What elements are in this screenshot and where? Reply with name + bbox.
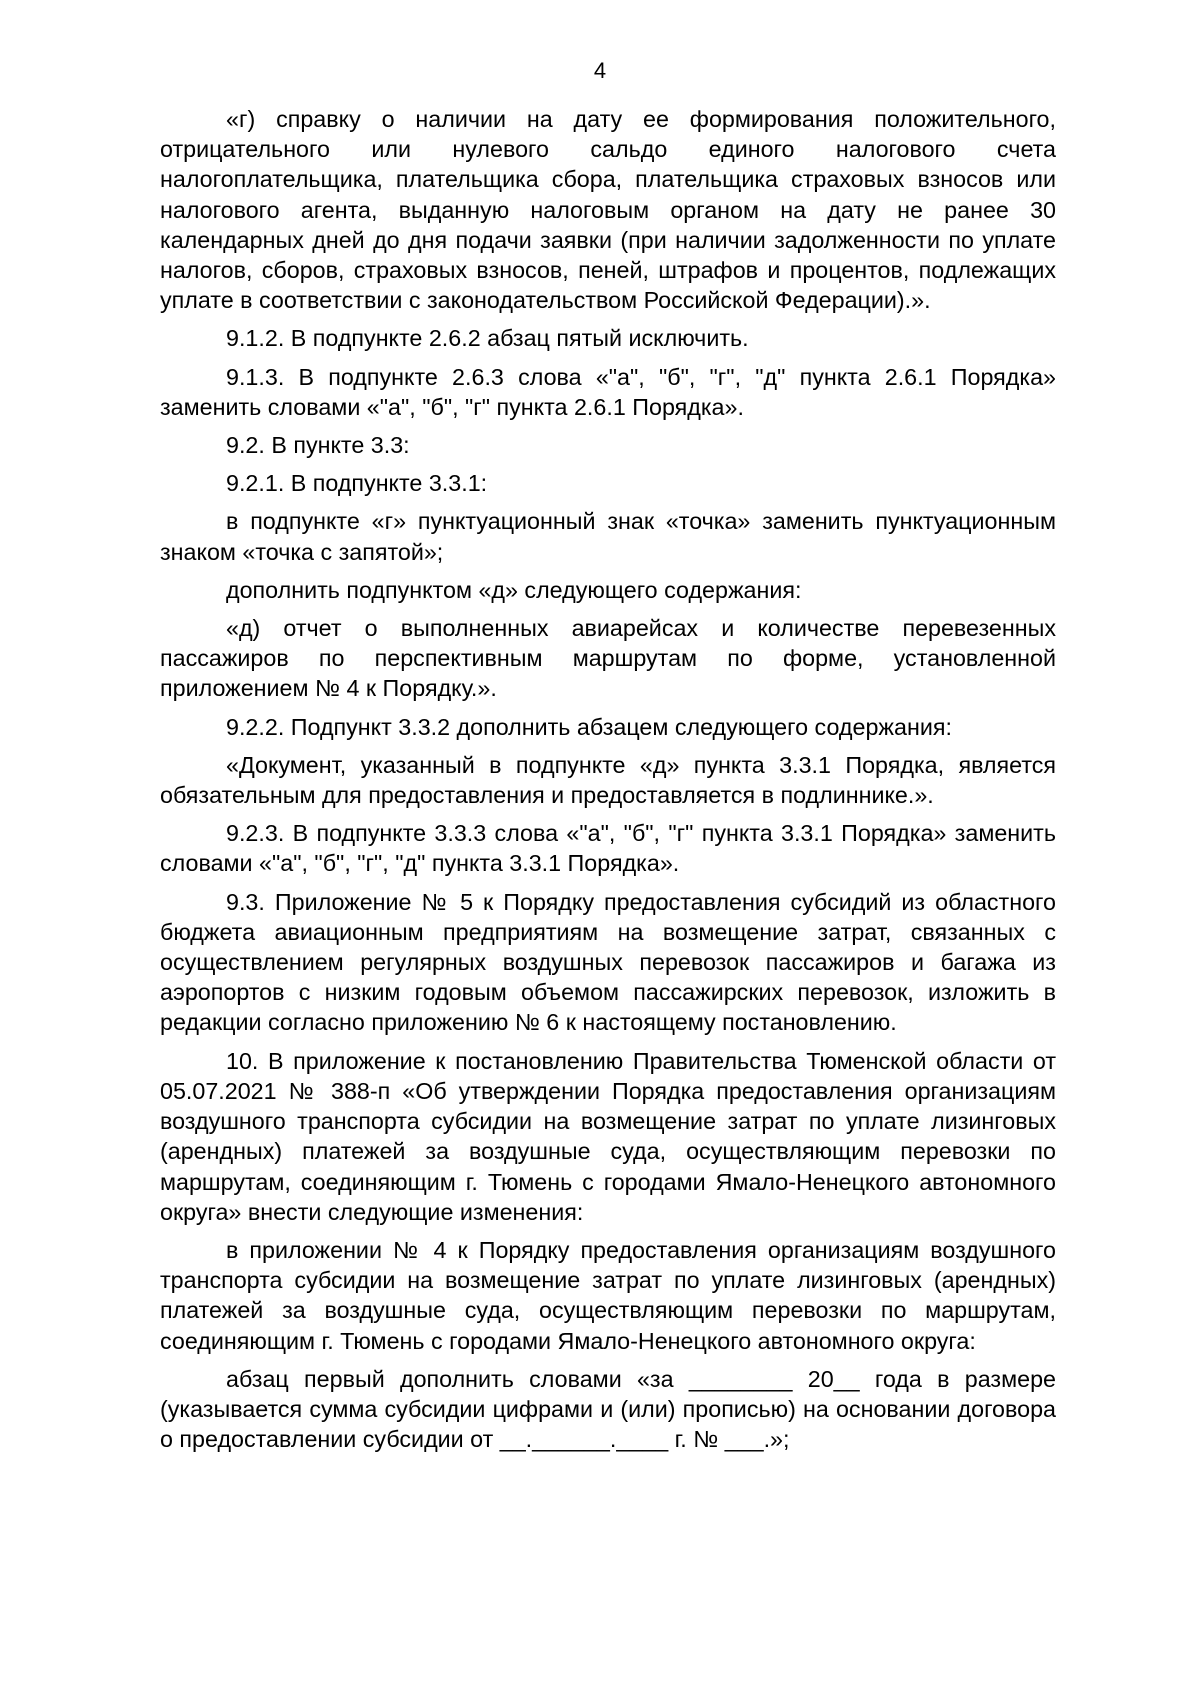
- paragraph-document-requirement: «Документ, указанный в подпункте «д» пункта 3.3.1 Порядка, является обязательным для предоставления и предоставляется в подлиннике.».: [160, 751, 1056, 809]
- paragraph-item-g: «г) справку о наличии на дату ее формирования положительного, отрицательного или нулевого сальдо единого налогового счета налогоплательщика, плательщика сбора, плательщика страховых взносов или налогового агента, выданную налоговым органом на дату не ранее 30 календарных дней до дня подачи заявки (при наличии задолженности по уплате налогов, сборов, страховых взносов, пеней, штрафов и процентов, подлежащих уплате в соответствии с законодательством Российской Федерации).».: [160, 106, 1056, 314]
- paragraph-9-2-2: 9.2.2. Подпункт 3.3.2 дополнить абзацем следующего содержания:: [226, 713, 952, 740]
- paragraph-9-1-2: 9.1.2. В подпункте 2.6.2 абзац пятый исключить.: [226, 325, 749, 352]
- paragraph-punctuation-change: в подпункте «г» пунктуационный знак «точка» заменить пунктуационным знаком «точка с запятой»;: [160, 508, 1056, 565]
- paragraph-9-1-3: 9.1.3. В подпункте 2.6.3 слова «"а", "б", "г", "д" пункта 2.6.1 Порядка» заменить словами «"а", "б", "г" пункта 2.6.1 Порядка».: [160, 363, 1056, 420]
- paragraph-appendix-4: в приложении № 4 к Порядку предоставления организациям воздушного транспорта субсидии на возмещение затрат по уплате лизинговых (арендных) платежей за воздушные суда, осуществляющим перевозки по маршрутам, соединяющим г. Тюмень с городами Ямало-Ненецкого автономного округа:: [160, 1236, 1056, 1354]
- paragraph-9-3: 9.3. Приложение № 5 к Порядку предоставления субсидий из областного бюджета авиационным предприятиям на возмещение затрат, связанных с осуществлением регулярных воздушных перевозок пассажиров и багажа из аэропортов с низким годовым объемом пассажирских перевозок, изложить в редакции согласно приложению № 6 к настоящему постановлению.: [160, 888, 1056, 1036]
- paragraph-9-2: 9.2. В пункте 3.3:: [226, 432, 410, 459]
- paragraph-first-paragraph-addition: абзац первый дополнить словами «за ________ 20__ года в размере (указывается сумма субсидии цифрами и (или) прописью) на основании договора о предоставлении субсидии от __.______.____ г. № ___.»;: [160, 1365, 1056, 1453]
- page-number: 4: [593, 58, 607, 83]
- document-body: [160, 104, 1056, 1462]
- paragraph-9-2-1: 9.2.1. В подпункте 3.3.1:: [226, 470, 488, 497]
- paragraph-item-d: «д) отчет о выполненных авиарейсах и количестве перевезенных пассажиров по перспективным маршрутам по форме, установленной приложением № 4 к Порядку.».: [160, 615, 1056, 702]
- paragraph-9-2-3: 9.2.3. В подпункте 3.3.3 слова «"а", "б", "г" пункта 3.3.1 Порядка» заменить словами «"а", "б", "г", "д" пункта 3.3.1 Порядка».: [160, 820, 1056, 877]
- paragraph-add-subitem: дополнить подпунктом «д» следующего содержания:: [226, 576, 802, 603]
- paragraph-10: 10. В приложение к постановлению Правительства Тюменской области от 05.07.2021 № 388-п «Об утверждении Порядка предоставления организациям воздушного транспорта субсидии на возмещение затрат по уплате лизинговых (арендных) платежей за воздушные суда, осуществляющим перевозки по маршрутам, соединяющим г. Тюмень с городами Ямало-Ненецкого автономного округа» внести следующие изменения:: [160, 1047, 1056, 1225]
